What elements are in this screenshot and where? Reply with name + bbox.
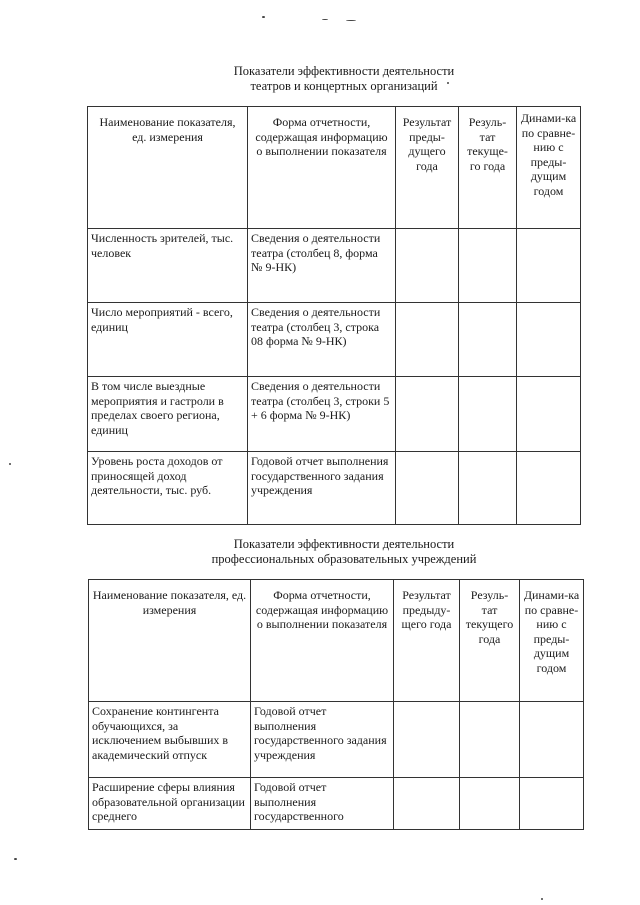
table-header-row: [88, 107, 581, 229]
table-header-row: [89, 580, 584, 702]
row-previous-year-cell: [396, 452, 459, 525]
row-indicator-name: Численность зрителей, тыс. человек: [88, 229, 248, 303]
header-report-form: Форма отчетности, содержащая информацию о выполнении показателя: [251, 580, 394, 702]
section1-title-line2: театров и концертных организаций: [250, 79, 438, 93]
table-row: [88, 303, 581, 377]
scan-speck: [262, 16, 265, 18]
table-row: [88, 377, 581, 452]
header-current-year: Резуль-тат текуще-го года: [459, 107, 517, 229]
table-row: [88, 452, 581, 525]
table-row: [89, 778, 584, 830]
row-current-year-cell: [459, 377, 517, 452]
section1-title-line1: Показатели эффективности деятельности: [233, 64, 455, 78]
row-dynamics-cell: [517, 452, 581, 525]
scan-speck: [322, 19, 328, 20]
row-current-year-cell: [460, 778, 520, 830]
row-indicator-name: Сохранение контингента обучающихся, за исключением выбывших в академический отпуск: [89, 702, 251, 778]
theatre-indicators-table: [87, 106, 581, 525]
row-previous-year-cell: [396, 229, 459, 303]
section2-title: [24, 537, 640, 567]
scan-speck: [447, 82, 449, 84]
row-dynamics-cell: [517, 377, 581, 452]
row-dynamics-cell: [520, 702, 584, 778]
table-row: [89, 702, 584, 778]
row-report-form: Сведения о деятельности театра (столбец 3, строки 5 + 6 форма № 9-НК): [248, 377, 396, 452]
row-current-year-cell: [460, 702, 520, 778]
row-dynamics-cell: [517, 303, 581, 377]
row-current-year-cell: [459, 452, 517, 525]
section2-title-line1: Показатели эффективности деятельности: [233, 537, 455, 551]
table-row: [88, 229, 581, 303]
scan-speck: [541, 898, 543, 900]
scan-speck: [9, 463, 11, 465]
header-current-year: Резуль-тат текущего года: [460, 580, 520, 702]
education-indicators-table: [88, 579, 584, 830]
scan-speck: [14, 858, 17, 860]
header-previous-year: Результат предыду-щего года: [394, 580, 460, 702]
section2-title-line2: профессиональных образовательных учреждений: [211, 552, 477, 566]
row-previous-year-cell: [396, 377, 459, 452]
header-dynamics: Динами-ка по сравне-нию с преды-дущим годом: [520, 580, 584, 702]
row-previous-year-cell: [394, 778, 460, 830]
row-previous-year-cell: [394, 702, 460, 778]
row-report-form: Годовой отчет выполнения государственного задания учреждения: [251, 702, 394, 778]
row-current-year-cell: [459, 303, 517, 377]
header-previous-year: Результат преды-дущего года: [396, 107, 459, 229]
row-indicator-name: Расширение сферы влияния образовательной организации среднего: [89, 778, 251, 830]
header-report-form: Форма отчетности, содержащая информацию о выполнении показателя: [248, 107, 396, 229]
scan-speck: [346, 20, 356, 21]
row-indicator-name: В том числе выездные мероприятия и гастроли в пределах своего региона, единиц: [88, 377, 248, 452]
row-indicator-name: Число мероприятий - всего, единиц: [88, 303, 248, 377]
row-report-form: Годовой отчет выполнения государственного: [251, 778, 394, 830]
row-previous-year-cell: [396, 303, 459, 377]
header-indicator-name: Наименование показателя, ед. измерения: [88, 107, 248, 229]
row-report-form: Сведения о деятельности театра (столбец 3, строка 08 форма № 9-НК): [248, 303, 396, 377]
section1-title: [24, 64, 640, 94]
row-indicator-name: Уровень роста доходов от приносящей доход деятельности, тыс. руб.: [88, 452, 248, 525]
row-current-year-cell: [459, 229, 517, 303]
row-dynamics-cell: [520, 778, 584, 830]
header-dynamics: Динами-ка по сравне-нию с преды-дущим годом: [517, 107, 581, 229]
row-dynamics-cell: [517, 229, 581, 303]
header-indicator-name: Наименование показателя, ед. измерения: [89, 580, 251, 702]
row-report-form: Годовой отчет выполнения государственного задания учреждения: [248, 452, 396, 525]
row-report-form: Сведения о деятельности театра (столбец 8, форма № 9-НК): [248, 229, 396, 303]
